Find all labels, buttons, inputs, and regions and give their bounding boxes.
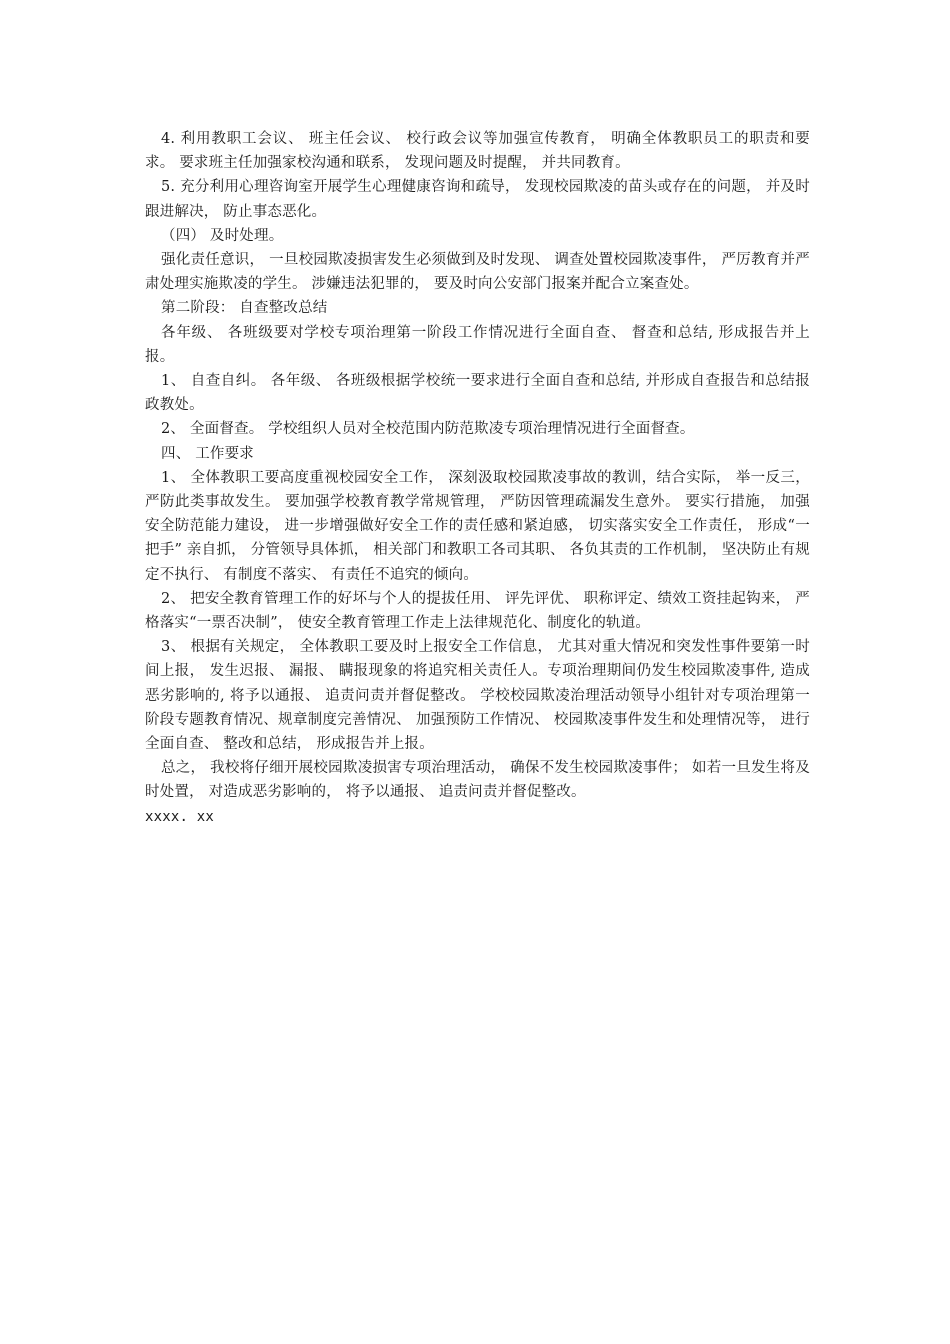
paragraph-requirement-3: 3、 根据有关规定， 全体教职工要及时上报安全工作信息， 尤其对重大情况和突发性事件要第一时间上报， 发生迟报、 漏报、 瞒报现象的将追究相关责任人。专项治理期间仍发生校园欺凌事件, 造成恶劣影响的, 将予以通报、 追责问责并督促整改。 学校校园欺凌治理活动领导小组针对专项治理第一阶段专题教育情况、规章制度完善情况、 加强预防工作情况、 校园欺凌事件发生和处理情况等， 进行全面自查、 整改和总结， 形成报告并上报。: [145, 639, 810, 753]
section-heading-timely-handling: （四） 及时处理。: [161, 227, 284, 244]
paragraph-requirement-1: 1、 全体教职工要高度重视校园安全工作， 深刻汲取校园欺凌事故的教训，结合实际， 举一反三， 严防此类事故发生。 要加强学校教育教学常规管理， 严防因管理疏漏发生意外。 要实行措施， 加强安全防范能力建设， 进一步增强做好安全工作的责任感和紧迫感， 切实落实安全工作责任， 形成“一把手” 亲自抓， 分管领导具体抓， 相关部门和教职工各司其职、 各负其责的工作机制， 坚决防止有规定不执行、 有制度不落实、 有责任不追究的倾向。: [145, 469, 810, 583]
paragraph-supervision: 2、 全面督查。 学校组织人员对全校范围内防范欺凌专项治理情况进行全面督查。: [161, 421, 695, 438]
paragraph-self-check: 1、 自查自纠。 各年级、 各班级根据学校统一要求进行全面自查和总结, 并形成自查报告和总结报政教处。: [145, 373, 810, 414]
paragraph-requirement-2: 2、 把安全教育管理工作的好坏与个人的提拔任用、 评先评优、 职称评定、绩效工资挂起钩来， 严格落实“一票否决制”， 使安全教育管理工作走上法律规范化、制度化的轨道。: [145, 590, 810, 632]
paragraph-conclusion: 总之， 我校将仔细开展校园欺凌损害专项治理活动， 确保不发生校园欺凌事件； 如若一旦发生将及时处置， 对造成恶劣影响的， 将予以通报、 追责问责并督促整改。: [145, 760, 810, 801]
section-heading-stage-two: 第二阶段： 自查整改总结: [161, 300, 328, 317]
section-heading-work-requirements: 四、 工作要求: [161, 445, 255, 462]
paragraph-stage-two-intro: 各年级、 各班级要对学校专项治理第一阶段工作情况进行全面自查、 督查和总结, 形成报告并上报。: [145, 324, 810, 365]
paragraph-responsibility: 强化责任意识， 一旦校园欺凌损害发生必须做到及时发现、 调查处置校园欺凌事件， 严厉教育并严肃处理实施欺凌的学生。 涉嫌违法犯罪的， 要及时向公安部门报案并配合立案查处。: [145, 252, 810, 293]
document-body: [145, 127, 810, 829]
paragraph-item-5: 5. 充分利用心理咨询室开展学生心理健康咨询和疏导， 发现校园欺凌的苗头或存在的问题， 并及时跟进解决， 防止事态恶化。: [145, 179, 810, 220]
paragraph-item-4: 4. 利用教职工会议、 班主任会议、 校行政会议等加强宣传教育， 明确全体教职员工的职责和要求。 要求班主任加强家校沟通和联系， 发现问题及时提醒， 并共同教育。: [145, 131, 810, 172]
signature-date: xxxx. xx: [145, 808, 215, 825]
